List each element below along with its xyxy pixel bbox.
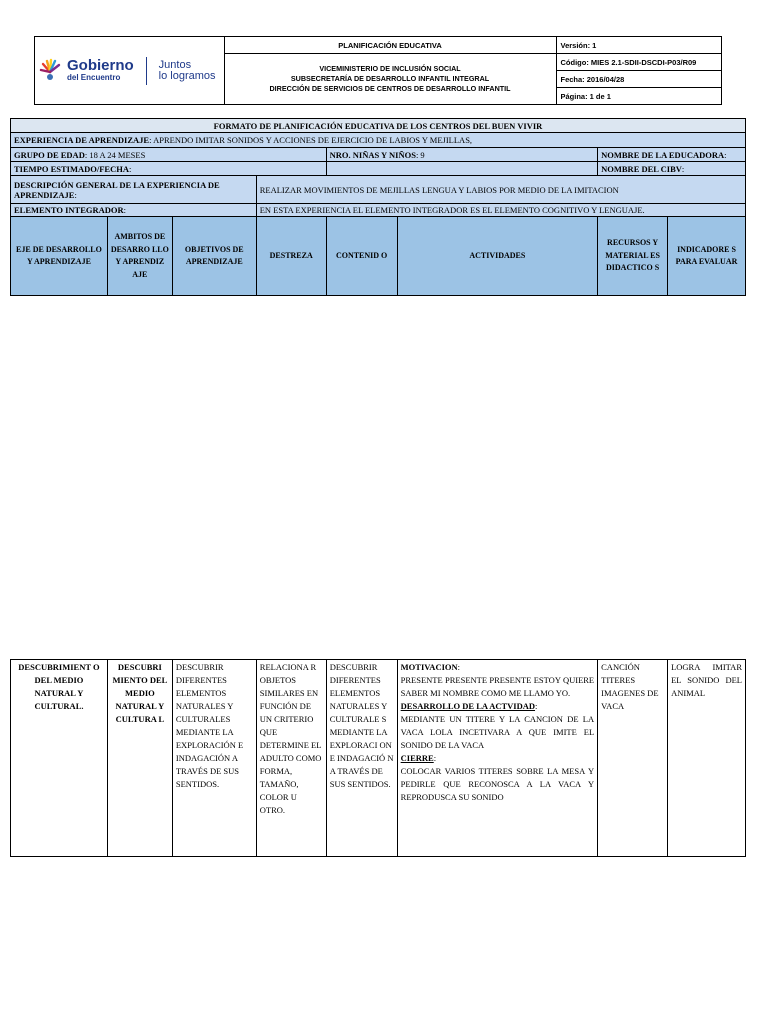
- starburst-logo-icon: [39, 58, 61, 84]
- motivacion-text: PRESENTE PRESENTE PRESENTE ESTOY QUIERE SABER MI NOMBRE COMO ME LLAMO YO.: [400, 675, 595, 698]
- nro-cell: [326, 148, 597, 162]
- col-recursos: RECURSOS Y MATERIAL ES DIDACTICO S: [598, 217, 668, 296]
- logo-sub-text: del Encuentro: [67, 73, 121, 82]
- nro-label: NRO. NIÑAS Y NIÑOS: [329, 149, 416, 160]
- grupo-cell: [11, 148, 327, 162]
- fecha-cell: Fecha: 2016/04/28: [556, 71, 722, 88]
- elemento-label: ELEMENTO INTEGRADOR: [14, 205, 124, 215]
- form-title: FORMATO DE PLANIFICACIÓN EDUCATIVA DE LOS CENTROS DEL BUEN VIVIR: [11, 119, 746, 133]
- document-header: [34, 36, 722, 105]
- planning-content: [10, 659, 746, 857]
- nro-value: : 9: [415, 149, 425, 160]
- recursos-cell: CANCIÓN TITERES IMAGENES DE VACA: [598, 660, 668, 857]
- organization-block: [224, 54, 556, 105]
- elemento-label-cell: [11, 204, 257, 217]
- logo-divider: [146, 57, 147, 85]
- motivacion-colon: :: [457, 662, 461, 672]
- tiempo-value: :: [129, 163, 132, 174]
- objetivo-cell: DESCUBRIR DIFERENTES ELEMENTOS NATURALES Y CULTURALES MEDIANTE LA EXPLORACIÓN E INDAGACIÓN A TRAVÉS DE SUS SENTIDOS.: [172, 660, 256, 857]
- col-contenido: CONTENID O: [326, 217, 397, 296]
- desarrollo-text: MEDIANTE UN TITERE Y LA CANCION DE LA VACA LOLA INCETIVARA A QUE IMITE EL SONIDO DE LA VACA: [400, 714, 595, 750]
- cibv-value: :: [681, 163, 685, 174]
- slogan-line-1: Juntos: [158, 58, 192, 71]
- col-objetivos: OBJETIVOS DE APRENDIZAJE: [172, 217, 256, 296]
- column-headers: [11, 217, 746, 296]
- logo-main-text: Gobierno: [67, 57, 134, 74]
- version-cell: Versión: 1: [556, 37, 722, 54]
- cierre-text: COLOCAR VARIOS TITERES SOBRE LA MESA Y PEDIRLE QUE RECONOSCA A LA VACA Y REPRODUSCA SU SONIDO: [400, 766, 595, 802]
- cierre-label: CIERRE: [400, 753, 434, 763]
- actividades-cell: [397, 660, 597, 857]
- org-line-2: SUBSECRETARÍA DE DESARROLLO INFANTIL INTEGRAL: [290, 74, 490, 83]
- government-logo: [39, 57, 220, 85]
- org-line-3: DIRECCIÓN DE SERVICIOS DE CENTROS DE DESARROLLO INFANTIL: [269, 84, 511, 93]
- col-ambitos: AMBITOS DE DESARRO LLO Y APRENDIZ AJE: [107, 217, 172, 296]
- descripcion-colon: :: [74, 189, 77, 200]
- tiempo-cell: [11, 162, 327, 176]
- educadora-value: :: [724, 149, 727, 160]
- contenido-cell: DESCUBRIR DIFERENTES ELEMENTOS NATURALES Y CULTURALE S MEDIANTE LA EXPLORACI ON E INDAGACIÓ N A TRAVÉS DE SUS SENTIDOS.: [326, 660, 397, 857]
- experiencia-value: : APRENDO IMITAR SONIDOS Y ACCIONES DE EJERCICIO DE LABIOS Y MEJILLAS,: [149, 135, 473, 145]
- col-destreza: DESTREZA: [256, 217, 326, 296]
- cierre-colon: :: [433, 753, 437, 763]
- experiencia-row: [11, 133, 746, 148]
- table-row: [11, 660, 746, 857]
- cibv-cell: [598, 162, 746, 176]
- destreza-cell: RELACIONA R OBJETOS SIMILARES EN FUNCIÓN DE UN CRITERIO QUE DETERMINE EL ADULTO COMO FORMA, TAMAÑO, COLOR U OTRO.: [256, 660, 326, 857]
- grupo-label: GRUPO DE EDAD: [14, 149, 85, 160]
- slogan-line-2: lo logramos: [158, 69, 216, 82]
- elemento-colon: :: [123, 205, 127, 215]
- col-actividades: ACTIVIDADES: [397, 217, 598, 296]
- educadora-label: NOMBRE DE LA EDUCADORA: [601, 149, 725, 160]
- ambito-cell: DESCUBRI MIENTO DEL MEDIO NATURAL Y CULTURA L: [107, 660, 172, 857]
- educadora-cell: [598, 148, 746, 162]
- planning-form: [10, 118, 746, 296]
- pagina-cell: Página: 1 de 1: [556, 88, 722, 105]
- desarrollo-label: DESARROLLO DE LA ACTVIDAD: [400, 701, 536, 711]
- eje-cell: DESCUBRIMIENT O DEL MEDIO NATURAL Y CULTURAL.: [11, 660, 108, 857]
- desarrollo-colon: :: [535, 701, 538, 711]
- tiempo-label: TIEMPO ESTIMADO/FECHA: [14, 163, 129, 174]
- grupo-value: : 18 A 24 MESES: [84, 149, 146, 160]
- elemento-text: EN ESTA EXPERIENCIA EL ELEMENTO INTEGRADOR ES EL ELEMENTO COGNITIVO Y LENGUAJE.: [256, 204, 745, 217]
- codigo-cell: Código: MIES 2.1-SDII-DSCDI-P03/R09: [556, 54, 722, 71]
- cibv-label: NOMBRE DEL CIBV: [601, 163, 682, 174]
- logo-cell: [35, 37, 225, 105]
- motivacion-label: MOTIVACION: [400, 662, 458, 672]
- descripcion-text: REALIZAR MOVIMIENTOS DE MEJILLAS LENGUA Y LABIOS POR MEDIO DE LA IMITACION: [256, 176, 745, 204]
- experiencia-label: EXPERIENCIA DE APRENDIZAJE: [14, 135, 150, 145]
- descripcion-label: DESCRIPCIÓN GENERAL DE LA EXPERIENCIA DE APRENDIZAJE: [14, 179, 220, 200]
- org-line-1: VICEMINISTERIO DE INCLUSIÓN SOCIAL: [319, 64, 461, 73]
- descripcion-label-cell: [11, 176, 257, 204]
- doc-title: PLANIFICACIÓN EDUCATIVA: [224, 37, 556, 54]
- col-eje: EJE DE DESARROLLO Y APRENDIZAJE: [11, 217, 108, 296]
- empty-cell: [326, 162, 597, 176]
- col-indicadores: INDICADORE S PARA EVALUAR: [668, 217, 746, 296]
- indicadores-cell: LOGRA IMITAR EL SONIDO DEL ANIMAL: [668, 660, 746, 857]
